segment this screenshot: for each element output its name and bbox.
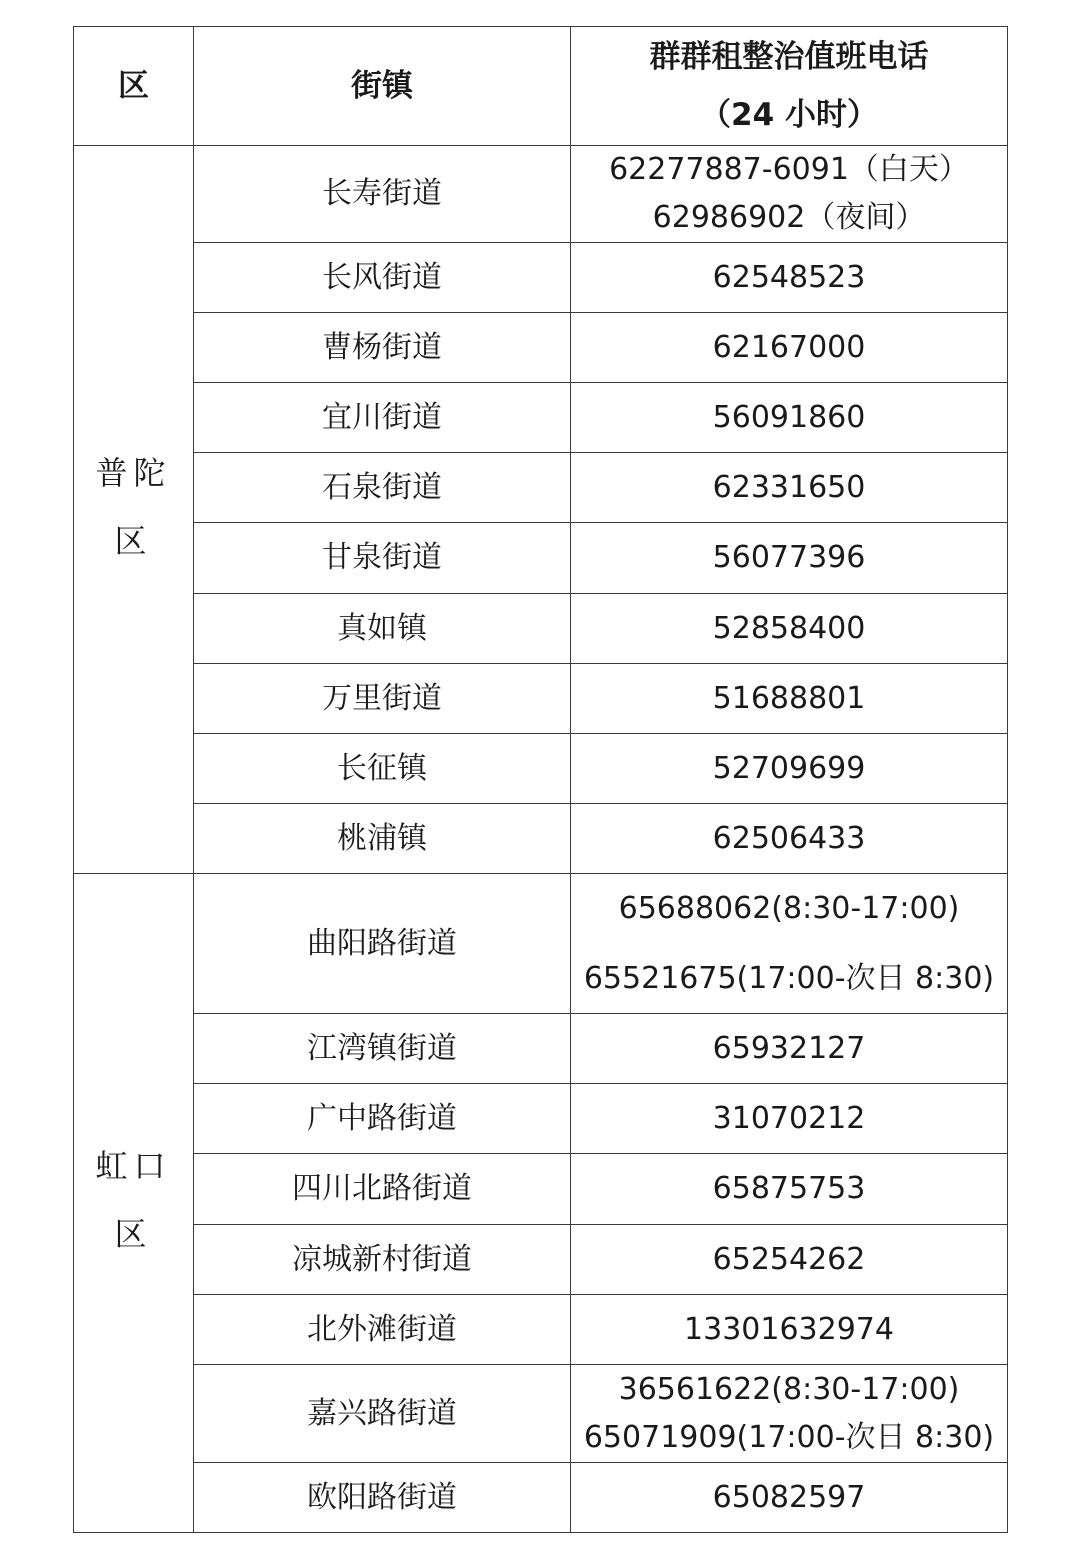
district-name: 普陀区 xyxy=(95,453,172,560)
street-cell: 曲阳路街道 xyxy=(194,874,571,1014)
header-phone xyxy=(571,27,1008,146)
phone-number: 56077396 xyxy=(712,540,866,575)
street-cell: 曹杨街道 xyxy=(194,313,571,383)
phone-cell xyxy=(571,453,1008,523)
phone-number: 62277887-6091（白天） xyxy=(609,152,969,187)
phone-cell xyxy=(571,804,1008,874)
street-cell: 甘泉街道 xyxy=(194,523,571,594)
table-row xyxy=(74,664,1008,734)
header-street: 街镇 xyxy=(194,27,571,146)
phone-cell xyxy=(571,1463,1008,1533)
street-cell: 四川北路街道 xyxy=(194,1154,571,1225)
phone-number: 65521675(17:00-次日 8:30) xyxy=(583,960,995,996)
street-cell: 欧阳路街道 xyxy=(194,1463,571,1533)
street-cell: 江湾镇街道 xyxy=(194,1014,571,1084)
header-phone-title: 群群租整治值班电话 xyxy=(649,39,929,75)
phone-number: 62986902（夜间） xyxy=(652,200,926,235)
table-header-row xyxy=(74,27,1008,146)
hotline-table xyxy=(73,26,1008,1533)
phone-number: 65254262 xyxy=(712,1241,866,1277)
phone-cell xyxy=(571,664,1008,734)
phone-number: 62506433 xyxy=(712,820,866,856)
table-row xyxy=(74,734,1008,804)
street-cell: 嘉兴路街道 xyxy=(194,1365,571,1463)
phone-cell xyxy=(571,523,1008,594)
district-cell xyxy=(74,874,194,1533)
phone-cell xyxy=(571,146,1008,243)
table-row xyxy=(74,1225,1008,1295)
table-row xyxy=(74,243,1008,313)
table-row xyxy=(74,1154,1008,1225)
phone-number: 52858400 xyxy=(712,610,866,646)
phone-cell xyxy=(571,734,1008,804)
phone-cell xyxy=(571,594,1008,664)
header-phone-subtitle: （24 小时） xyxy=(700,97,878,133)
table-row xyxy=(74,1295,1008,1365)
phone-number: 65082597 xyxy=(712,1479,866,1515)
street-cell: 广中路街道 xyxy=(194,1084,571,1154)
table-row xyxy=(74,313,1008,383)
street-cell: 长寿街道 xyxy=(194,146,571,243)
phone-cell xyxy=(571,874,1008,1014)
street-cell: 长征镇 xyxy=(194,734,571,804)
header-district: 区 xyxy=(74,27,194,146)
table-row xyxy=(74,804,1008,874)
phone-cell xyxy=(571,383,1008,453)
phone-number: 65875753 xyxy=(712,1171,866,1206)
table-row xyxy=(74,1084,1008,1154)
street-cell: 真如镇 xyxy=(194,594,571,664)
street-cell: 桃浦镇 xyxy=(194,804,571,874)
table-row xyxy=(74,594,1008,664)
table-body xyxy=(74,146,1008,1533)
phone-cell xyxy=(571,1154,1008,1225)
phone-number: 62548523 xyxy=(712,259,866,295)
phone-cell xyxy=(571,1084,1008,1154)
table-row xyxy=(74,383,1008,453)
table-row xyxy=(74,146,1008,243)
phone-number: 62331650 xyxy=(712,469,866,505)
phone-number: 13301632974 xyxy=(684,1311,894,1347)
phone-cell xyxy=(571,1365,1008,1463)
street-cell: 宜川街道 xyxy=(194,383,571,453)
phone-number: 51688801 xyxy=(712,680,866,716)
table-row xyxy=(74,453,1008,523)
phone-number: 65932127 xyxy=(712,1030,866,1066)
phone-number: 52709699 xyxy=(712,750,866,786)
phone-number: 31070212 xyxy=(712,1100,866,1136)
street-cell: 凉城新村街道 xyxy=(194,1225,571,1295)
district-cell xyxy=(74,146,194,874)
phone-number: 36561622(8:30-17:00) xyxy=(618,1371,960,1407)
phone-number: 65071909(17:00-次日 8:30) xyxy=(583,1419,995,1455)
phone-cell xyxy=(571,1295,1008,1365)
street-cell: 石泉街道 xyxy=(194,453,571,523)
table-row xyxy=(74,1014,1008,1084)
table-row xyxy=(74,523,1008,594)
district-name: 虹口区 xyxy=(95,1147,172,1253)
table-row xyxy=(74,874,1008,1014)
phone-cell xyxy=(571,1014,1008,1084)
phone-cell xyxy=(571,313,1008,383)
street-cell: 万里街道 xyxy=(194,664,571,734)
phone-cell xyxy=(571,1225,1008,1295)
phone-number: 56091860 xyxy=(712,399,866,435)
phone-cell xyxy=(571,243,1008,313)
phone-number: 65688062(8:30-17:00) xyxy=(618,890,960,926)
phone-number: 62167000 xyxy=(712,329,866,365)
street-cell: 北外滩街道 xyxy=(194,1295,571,1365)
street-cell: 长风街道 xyxy=(194,243,571,313)
table-row xyxy=(74,1463,1008,1533)
table-row xyxy=(74,1365,1008,1463)
